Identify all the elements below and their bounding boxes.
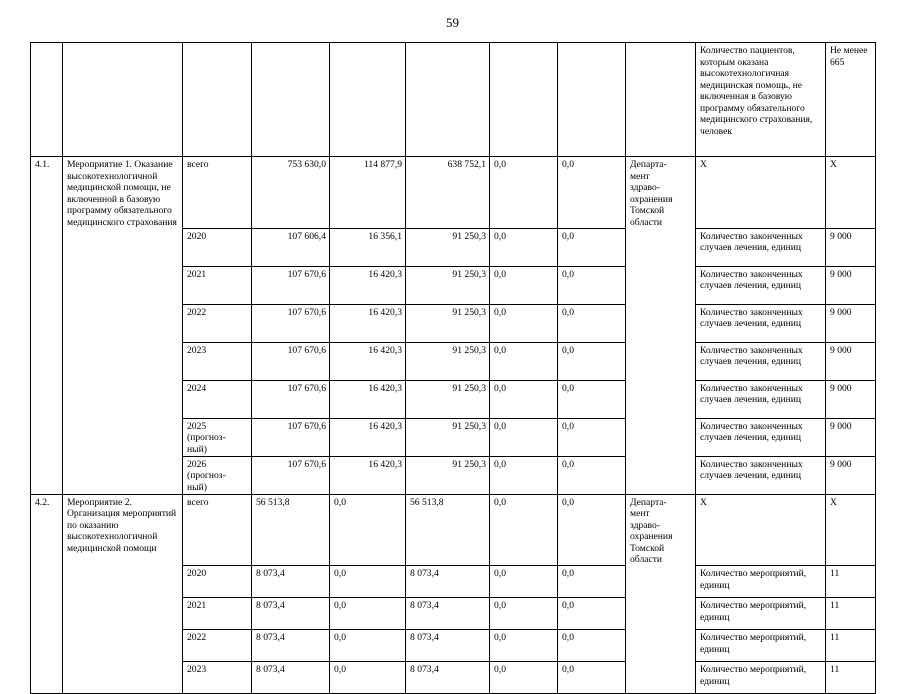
federal-cell: 16 420,3 [330,380,406,418]
activity-name [63,228,183,266]
extra-budget-cell: 0,0 [558,566,626,598]
federal-cell: 0,0 [330,566,406,598]
executor-cell [626,662,696,694]
table-row [31,494,876,566]
local-cell: 0,0 [490,662,558,694]
total-cell: 753 630,0 [252,157,330,229]
regional-cell: 56 513,8 [406,494,490,566]
indicator-cell: Количество мероприятий, единиц [696,566,826,598]
executor-cell [626,342,696,380]
local-cell: 0,0 [490,418,558,456]
activity-number [31,456,63,494]
activity-name [63,598,183,630]
activity-name [63,266,183,304]
indicator-cell: Количество законченных случаев лечения, единиц [696,418,826,456]
target-value-cell: 9 000 [826,228,876,266]
total-cell: 107 670,6 [252,380,330,418]
activity-number: 4.2. [31,494,63,566]
activity-number: 4.1. [31,157,63,229]
activity-name [63,630,183,662]
activity-number [31,630,63,662]
executor-cell [626,380,696,418]
activity-number [31,342,63,380]
table-row [31,662,876,694]
total-cell: 8 073,4 [252,662,330,694]
regional-cell: 91 250,3 [406,418,490,456]
activity-name [63,418,183,456]
target-value-cell: Не менее 665 [826,43,876,157]
activity-name [63,304,183,342]
federal-cell: 16 420,3 [330,418,406,456]
table-row [31,456,876,494]
local-cell: 0,0 [490,630,558,662]
period-cell: 2026 (прогноз- ный) [183,456,252,494]
activity-number [31,304,63,342]
activity-number [31,598,63,630]
executor-cell [626,304,696,342]
period-cell: всего [183,157,252,229]
program-table [30,42,876,694]
regional-cell: 91 250,3 [406,380,490,418]
activity-number [31,566,63,598]
federal-cell: 16 420,3 [330,266,406,304]
period-cell: 2020 [183,566,252,598]
regional-cell: 91 250,3 [406,228,490,266]
period-cell: 2024 [183,380,252,418]
activity-name [63,662,183,694]
total-cell: 56 513,8 [252,494,330,566]
activity-number [31,380,63,418]
executor-cell [626,456,696,494]
period-cell: 2023 [183,662,252,694]
table-row [31,598,876,630]
executor-cell: Департа- мент здраво- охранения Томской области [626,494,696,566]
indicator-cell: Количество мероприятий, единиц [696,662,826,694]
target-value-cell: 11 [826,566,876,598]
federal-cell: 0,0 [330,630,406,662]
target-value-cell: 9 000 [826,418,876,456]
target-value-cell: 9 000 [826,342,876,380]
local-cell: 0,0 [490,266,558,304]
federal-cell: 16 420,3 [330,456,406,494]
regional-cell: 8 073,4 [406,662,490,694]
regional-cell: 91 250,3 [406,456,490,494]
period-cell: 2020 [183,228,252,266]
indicator-cell: X [696,494,826,566]
local-cell: 0,0 [490,566,558,598]
regional-cell: 91 250,3 [406,304,490,342]
period-cell: всего [183,494,252,566]
indicator-cell: Количество пациентов, которым оказана высокотехнологичная медицинская помощь, не включенная в базовую программу обязательного медицинского страхования, человек [696,43,826,157]
extra-budget-cell: 0,0 [558,266,626,304]
period-cell: 2021 [183,598,252,630]
total-cell: 107 670,6 [252,304,330,342]
target-value-cell: X [826,494,876,566]
federal-cell: 114 877,9 [330,157,406,229]
federal-cell: 0,0 [330,598,406,630]
regional-cell: 8 073,4 [406,566,490,598]
page-number: 59 [446,15,459,30]
activity-name [63,566,183,598]
activity-number [31,228,63,266]
extra-budget-cell: 0,0 [558,456,626,494]
target-value-cell: 9 000 [826,380,876,418]
table-row [31,266,876,304]
federal-cell: 16 420,3 [330,304,406,342]
period-cell: 2022 [183,304,252,342]
extra-budget-cell: 0,0 [558,598,626,630]
local-cell: 0,0 [490,456,558,494]
target-value-cell: 9 000 [826,266,876,304]
extra-budget-cell: 0,0 [558,630,626,662]
total-cell: 107 670,6 [252,456,330,494]
total-cell: 8 073,4 [252,566,330,598]
indicator-cell: X [696,157,826,229]
local-cell: 0,0 [490,342,558,380]
extra-budget-cell: 0,0 [558,418,626,456]
table-row [31,566,876,598]
local-cell: 0,0 [490,380,558,418]
indicator-cell: Количество законченных случаев лечения, единиц [696,342,826,380]
extra-budget-cell: 0,0 [558,157,626,229]
federal-cell: 16 356,1 [330,228,406,266]
activity-name [63,380,183,418]
regional-cell: 8 073,4 [406,598,490,630]
total-cell: 107 606,4 [252,228,330,266]
indicator-cell: Количество законченных случаев лечения, единиц [696,304,826,342]
executor-cell [626,418,696,456]
activity-name: Мероприятие 2. Организация мероприятий по оказанию высокотехнологичной медицинской помощи [63,494,183,566]
target-value-cell: 11 [826,662,876,694]
target-value-cell: 9 000 [826,304,876,342]
extra-budget-cell: 0,0 [558,228,626,266]
period-cell: 2025 (прогноз- ный) [183,418,252,456]
total-cell: 107 670,6 [252,418,330,456]
total-cell: 107 670,6 [252,266,330,304]
target-value-cell: 11 [826,630,876,662]
activity-name [63,456,183,494]
local-cell: 0,0 [490,157,558,229]
total-cell: 8 073,4 [252,630,330,662]
regional-cell: 8 073,4 [406,630,490,662]
activity-number [31,662,63,694]
extra-budget-cell: 0,0 [558,494,626,566]
table-row [31,228,876,266]
local-cell: 0,0 [490,228,558,266]
indicator-cell: Количество мероприятий, единиц [696,598,826,630]
executor-cell [626,598,696,630]
activity-name: Мероприятие 1. Оказание высокотехнологичной медицинской помощи, не включенной в базовую программу обязательного медицинского страхования [63,157,183,229]
indicator-cell: Количество мероприятий, единиц [696,630,826,662]
period-cell: 2021 [183,266,252,304]
activity-number [31,418,63,456]
executor-cell [626,566,696,598]
extra-budget-cell: 0,0 [558,662,626,694]
total-cell: 107 670,6 [252,342,330,380]
extra-budget-cell: 0,0 [558,380,626,418]
table-row [31,380,876,418]
executor-cell: Департа- мент здраво- охранения Томской области [626,157,696,229]
indicator-cell: Количество законченных случаев лечения, единиц [696,456,826,494]
local-cell: 0,0 [490,598,558,630]
extra-budget-cell: 0,0 [558,304,626,342]
executor-cell [626,228,696,266]
executor-cell [626,630,696,662]
indicator-cell: Количество законченных случаев лечения, единиц [696,380,826,418]
indicator-cell: Количество законченных случаев лечения, единиц [696,266,826,304]
regional-cell: 91 250,3 [406,342,490,380]
total-cell: 8 073,4 [252,598,330,630]
executor-cell [626,266,696,304]
period-cell: 2023 [183,342,252,380]
indicator-cell: Количество законченных случаев лечения, единиц [696,228,826,266]
table-row [31,304,876,342]
table-row [31,418,876,456]
target-value-cell: 11 [826,598,876,630]
activity-number [31,266,63,304]
federal-cell: 0,0 [330,494,406,566]
extra-budget-cell: 0,0 [558,342,626,380]
local-cell: 0,0 [490,304,558,342]
table-row-header-indicator [31,43,876,157]
federal-cell: 16 420,3 [330,342,406,380]
target-value-cell: X [826,157,876,229]
activity-name [63,342,183,380]
table-row [31,157,876,229]
regional-cell: 638 752,1 [406,157,490,229]
federal-cell: 0,0 [330,662,406,694]
table-row [31,342,876,380]
local-cell: 0,0 [490,494,558,566]
regional-cell: 91 250,3 [406,266,490,304]
table-row [31,630,876,662]
target-value-cell: 9 000 [826,456,876,494]
period-cell: 2022 [183,630,252,662]
